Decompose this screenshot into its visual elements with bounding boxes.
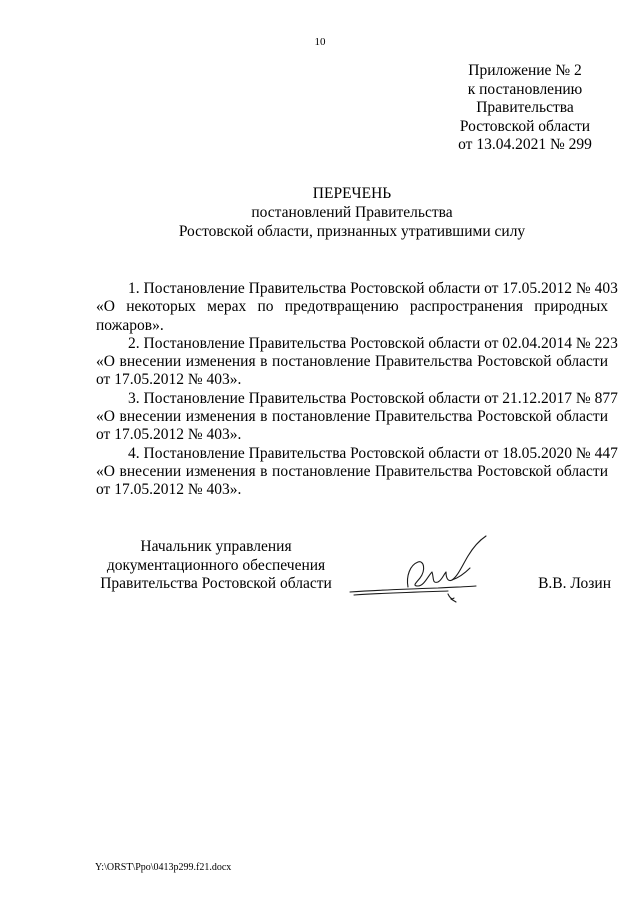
list-item-body: «О внесении изменения в постановление Правительства Ростовской области от 17.05.2012 № 403».: [96, 462, 608, 499]
list-item-body: «О некоторых мерах по предотвращению распространения природных пожаров».: [96, 298, 608, 334]
document-subtitle-line: Ростовской области, признанных утратившими силу: [178, 223, 526, 240]
document-title: ПЕРЕЧЕНЬ: [312, 185, 392, 202]
signature-block: [96, 538, 611, 618]
handwritten-signature: [348, 532, 498, 607]
signatory-name: В.В. Лозин: [538, 575, 611, 592]
list-item-body: «О внесении изменения в постановление Правительства Ростовской области от 17.05.2012 № 403».: [96, 353, 608, 389]
list-item-first-line: 2. Постановление Правительства Ростовской области от 02.04.2014 № 223: [128, 334, 618, 352]
list-item: [96, 280, 618, 335]
document-heading: [96, 184, 608, 241]
signatory-position-line: Правительства Ростовской области: [100, 575, 332, 592]
list-item-first-line: 1. Постановление Правительства Ростовской области от 17.05.2012 № 403: [128, 280, 618, 297]
signatory-position-line: Начальник управления: [140, 538, 292, 555]
appendix-line: Ростовской области: [459, 117, 591, 135]
file-path-footer: Y:\ORST\Ppo\0413p299.f21.docx: [95, 862, 232, 873]
appendix-line: к постановлению: [467, 80, 583, 98]
resolutions-list: [96, 280, 618, 500]
list-item-first-line: 4. Постановление Правительства Ростовской области от 18.05.2020 № 447: [128, 444, 618, 462]
signatory-position-line: документационного обеспечения: [106, 556, 326, 574]
list-item: [96, 444, 618, 500]
document-subtitle-line: постановлений Правительства: [251, 204, 453, 221]
page-number: 10: [314, 36, 326, 48]
signatory-position: [96, 538, 336, 594]
list-item: [96, 334, 618, 390]
list-item-body: «О внесении изменения в постановление Правительства Ростовской области от 17.05.2012 № 403».: [96, 408, 608, 444]
list-item: [96, 389, 618, 445]
appendix-line: Правительства: [476, 99, 574, 116]
appendix-line: от 13.04.2021 № 299: [458, 136, 592, 153]
list-item-first-line: 3. Постановление Правительства Ростовской области от 21.12.2017 № 877: [128, 389, 618, 407]
appendix-line: Приложение № 2: [468, 62, 582, 79]
appendix-block: [420, 62, 630, 155]
